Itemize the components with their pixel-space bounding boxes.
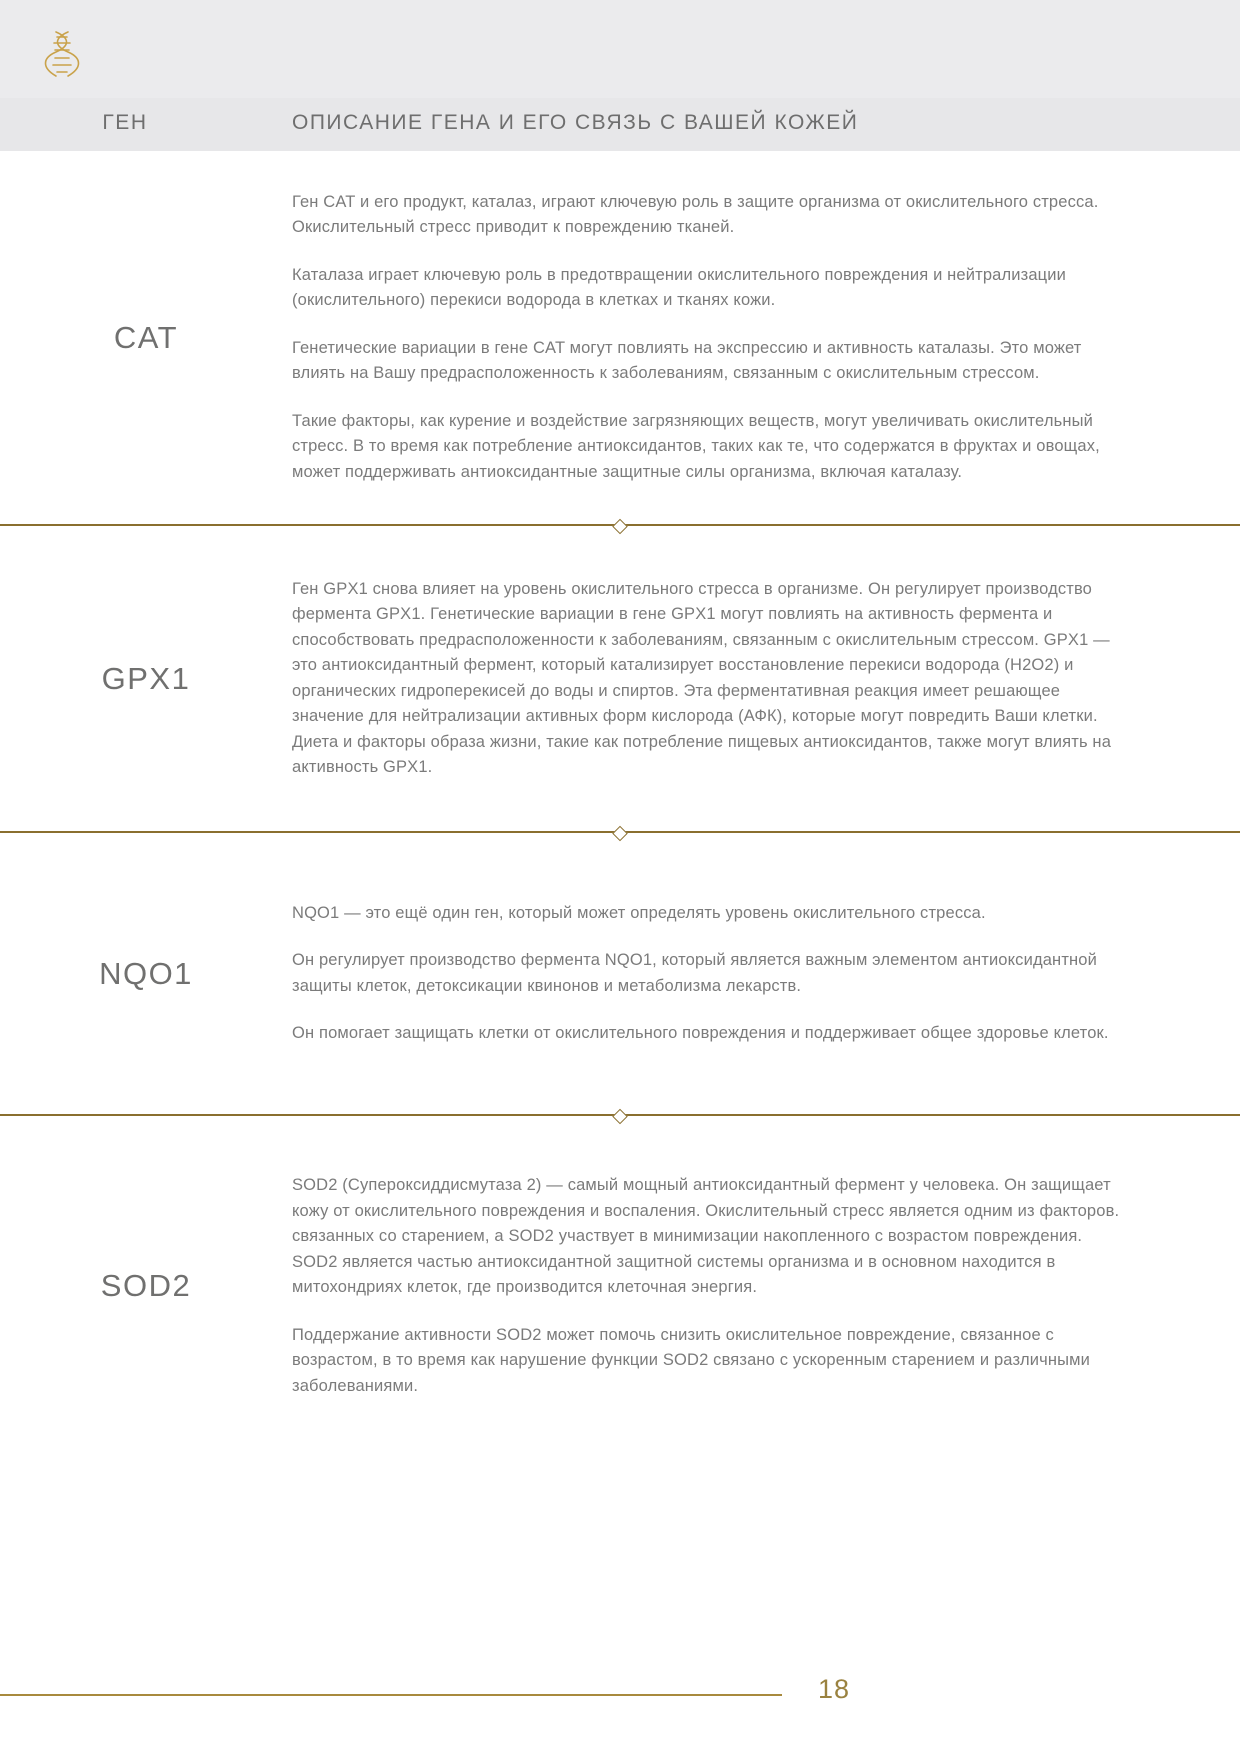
gene-description	[292, 901, 1240, 1047]
gene-name: GPX1	[101, 660, 191, 696]
gene-name: NQO1	[99, 955, 193, 991]
table-row	[0, 151, 1240, 524]
gene-table-body	[0, 151, 1240, 1456]
paragraph: SOD2 (Супероксиддисмутаза 2) — самый мощный антиоксидантный фермент у человека. Он защищает кожу от окислительного повреждения и воспаления. Окислительный стресс является одним из факторов. связанных со старением, а SOD2 участвует в минимизации накопленного с возрастом повреждения. SOD2 является частью антиоксидантной защитной системы организма и в основном находится в митохондриях клеток, где производится клеточная энергия.	[292, 1176, 1120, 1296]
paragraph: Генетические вариации в гене CAT могут повлиять на экспрессию и активность каталазы. Это может влиять на Вашу предрасположенность к заболеваниям, связанным с окислительным стрессом.	[292, 338, 1082, 383]
table-row	[0, 833, 1240, 1114]
page-footer	[0, 1668, 1240, 1728]
paragraph: Поддержание активности SOD2 может помочь снизить окислительное повреждение, связанное с возрастом, в то время как нарушение функции SOD2 связано с ускоренным старением и различными заболеваниями.	[292, 1325, 1090, 1395]
table-row	[0, 526, 1240, 831]
paragraph: Ген GPX1 снова влияет на уровень окислительного стресса в организме. Он регулирует производство фермента GPX1. Генетические вариации в гене GPX1 могут повлиять на активность фермента и способствовать предрасположенности к заболеваниям, связанным с окислительным стрессом. GPX1 — это антиоксидантный фермент, который катализирует восстановление перекиси водорода (H2O2) и органических гидроперекисей до воды и спиртов. Эта ферментативная реакция имеет решающее значение для нейтрализации активных форм кислорода (АФК), которые могут повредить Ваши клетки. Диета и факторы образа жизни, такие как потребление пищевых антиоксидантов, также могут влиять на активность GPX1.	[292, 579, 1112, 776]
table-header-row	[0, 98, 1240, 151]
paragraph: Он помогает защищать клетки от окислительного повреждения и поддерживает общее здоровье клеток.	[292, 1024, 1109, 1042]
column-header-gene: ГЕН	[102, 111, 148, 134]
dna-helix-icon	[40, 28, 88, 80]
page-number: 18	[818, 1674, 851, 1704]
paragraph: Он регулирует производство фермента NQO1, который является важным элементом антиоксидантной защиты клеток, детоксикации квинонов и метаболизма лекарств.	[292, 951, 1097, 995]
paragraph: NQO1 — это ещё один ген, который может определять уровень окислительного стресса.	[292, 903, 986, 922]
footer-rule	[0, 1694, 782, 1696]
paragraph: Ген CAT и его продукт, каталаз, играют ключевую роль в защите организма от окислительного стресса. Окислительный стресс приводит к повреждению тканей.	[292, 192, 1099, 237]
gene-description	[292, 1173, 1240, 1399]
paragraph: Такие факторы, как курение и воздействие загрязняющих веществ, могут увеличивать окислительный стресс. В то время как потребление антиоксидантов, таких как те, что содержатся в фруктах и овощах, может поддерживать антиоксидантные защитные силы организма, включая каталазу.	[292, 411, 1100, 481]
gene-description	[292, 577, 1240, 781]
column-header-description: ОПИСАНИЕ ГЕНА И ЕГО СВЯЗЬ С ВАШЕЙ КОЖЕЙ	[292, 111, 859, 134]
bottom-band	[0, 1746, 1240, 1754]
paragraph: Каталаза играет ключевую роль в предотвращении окислительного повреждения и нейтрализации (окислительного) перекиси водорода в клетках и тканях кожи.	[292, 265, 1067, 310]
gene-name: SOD2	[100, 1268, 192, 1303]
table-row	[0, 1116, 1240, 1456]
top-bar	[0, 0, 1240, 98]
gene-description	[292, 190, 1240, 486]
gene-name: CAT	[113, 319, 179, 355]
